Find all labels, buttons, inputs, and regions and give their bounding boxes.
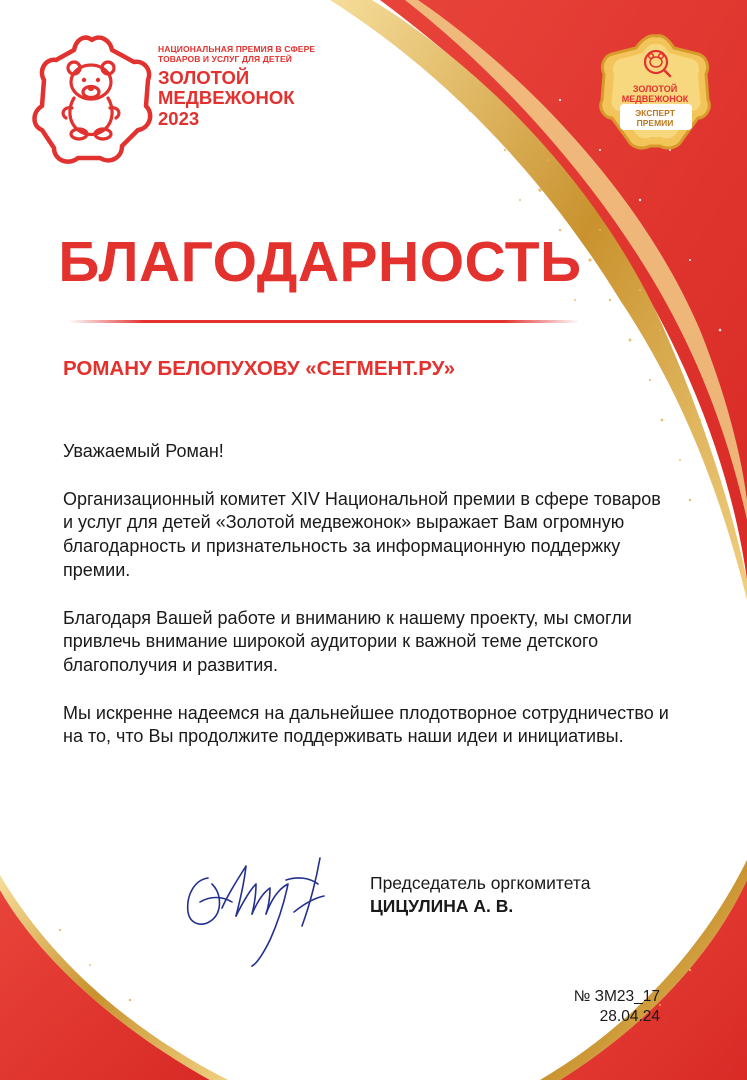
badge-expert-line1: ЭКСПЕРТ — [635, 108, 675, 118]
letter-body — [63, 440, 673, 773]
handwritten-signature — [188, 858, 324, 966]
body-paragraph: Благодаря Вашей работе и вниманию к нашему проекту, мы смогли привлечь внимание широкой аудитории к важной теме детского благополучия и развития. — [63, 607, 632, 675]
award-subtitle-line2: ТОВАРОВ И УСЛУГ ДЛЯ ДЕТЕЙ — [158, 54, 292, 64]
title-underline — [68, 320, 580, 323]
award-year: 2023 — [158, 108, 200, 129]
greeting: Уважаемый Роман! — [63, 441, 224, 461]
document-reference — [574, 987, 660, 1027]
signatory-role: Председатель оргкомитета — [370, 873, 591, 893]
document-title: БЛАГОДАРНОСТЬ — [58, 230, 582, 294]
body-paragraph: Организационный комитет XIV Национальной премии в сфере товаров и услуг для детей «Золотой медвежонок» выражает Вам огромную благодарность и признательность за информационную поддержку премии. — [63, 488, 661, 580]
badge-name-line1: ЗОЛОТОЙ — [632, 84, 678, 94]
award-logo-text — [158, 44, 315, 130]
award-subtitle-line1: НАЦИОНАЛЬНАЯ ПРЕМИЯ В СФЕРЕ — [158, 44, 316, 54]
document-date: 28.04.24 — [599, 1008, 660, 1025]
badge-name-line2: МЕДВЕЖОНОК — [621, 94, 689, 104]
body-paragraph: Мы искренне надеемся на дальнейшее плодотворное сотрудничество и на то, что Вы продолжите поддерживать наши идеи и инициативы. — [63, 702, 669, 747]
bottom-left-red-sweep — [0, 890, 210, 1080]
signature-block — [370, 872, 590, 918]
award-logo-icon — [35, 38, 151, 162]
recipient-name: РОМАНУ БЕЛОПУХОВУ «СЕГМЕНТ.РУ» — [63, 357, 456, 380]
expert-badge-text — [602, 84, 708, 128]
badge-expert-line2: ПРЕМИИ — [636, 118, 674, 128]
document-number: № ЗМ23_17 — [573, 988, 660, 1005]
award-name-line2: МЕДВЕЖОНОК — [158, 87, 295, 108]
signatory-name: ЦИЦУЛИНА А. В. — [370, 896, 514, 916]
award-name-line1: ЗОЛОТОЙ — [158, 67, 250, 88]
